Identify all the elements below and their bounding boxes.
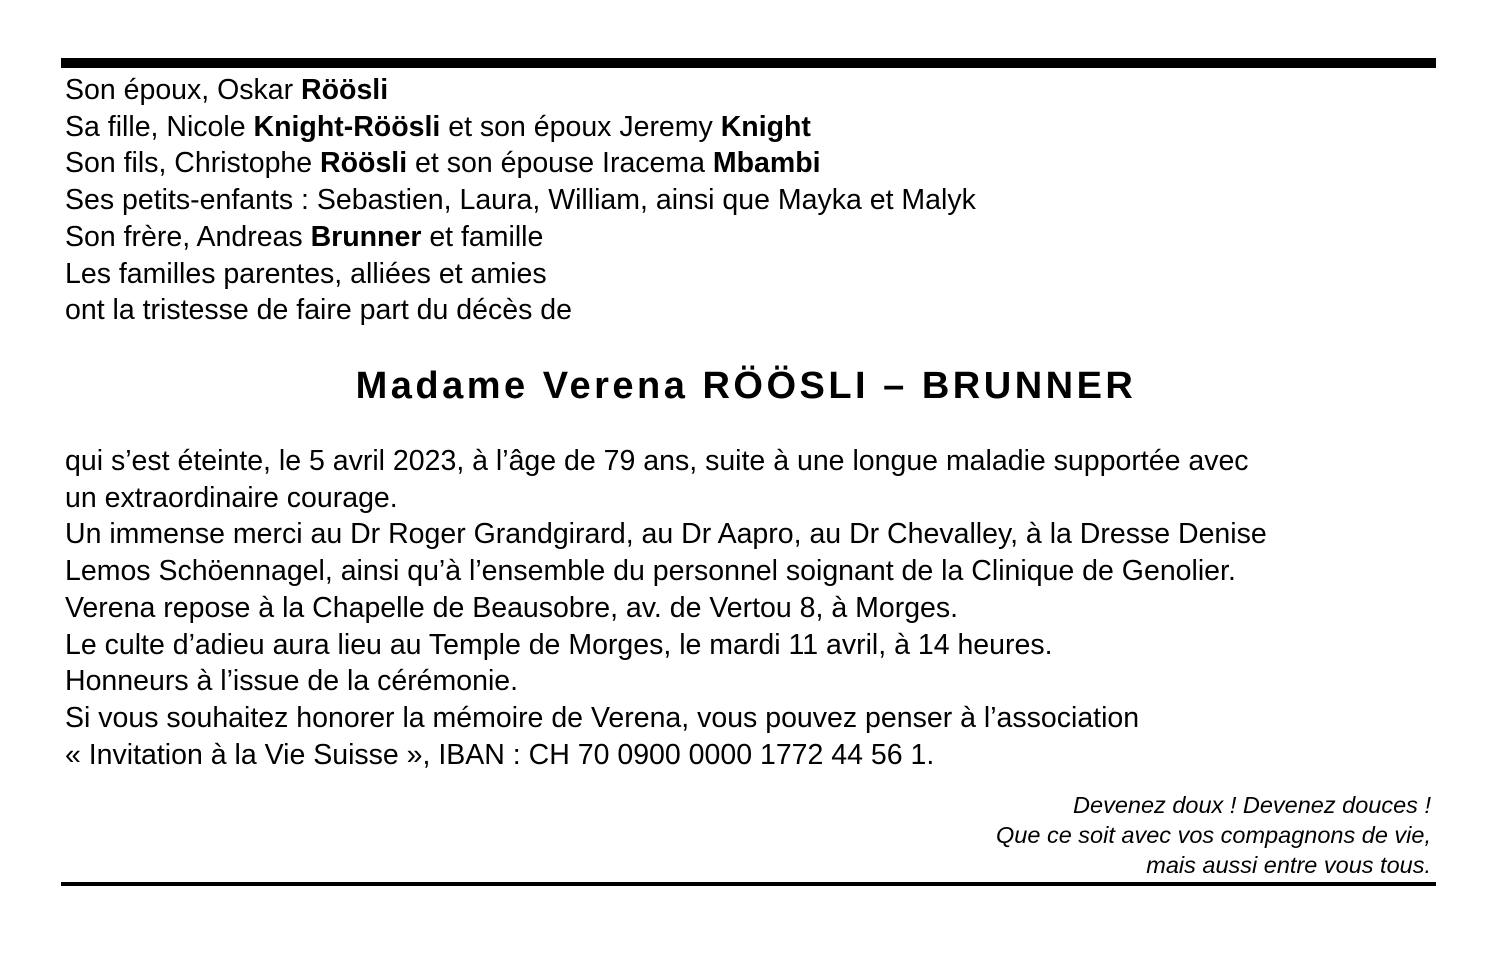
surname: Röösli — [320, 147, 408, 180]
surname: Mbambi — [712, 147, 821, 180]
body-line: un extraordinaire courage. — [65, 481, 398, 514]
body-line: Un immense merci au Dr Roger Grandgirard, au Dr Aapro, au Dr Chevalley, à la Dresse Denise — [65, 518, 1267, 551]
text-segment: Sa fille, Nicole — [65, 110, 254, 143]
text-segment: Son frère, Andreas — [65, 220, 311, 253]
obituary-body — [65, 443, 1445, 773]
family-line-grandchildren — [65, 182, 1435, 219]
text-segment: et son épouse Iracema — [407, 147, 713, 180]
deceased-name: Madame Verena RÖÖSLI – BRUNNER — [355, 365, 1137, 407]
family-line-daughter — [65, 109, 1435, 146]
motto-line: mais aussi entre vous tous. — [1146, 852, 1431, 878]
text-segment: et son époux Jeremy — [440, 110, 721, 143]
family-line-spouse — [65, 72, 1435, 109]
surname: Brunner — [310, 220, 422, 253]
surname: Knight-Röösli — [253, 110, 441, 143]
family-line-announcement — [65, 292, 1435, 329]
family-line-son — [65, 145, 1435, 182]
body-line: qui s’est éteinte, le 5 avril 2023, à l’âge de 79 ans, suite à une longue maladie supportée avec — [65, 445, 1249, 477]
text-segment: Son fils, Christophe — [65, 147, 321, 180]
top-rule — [61, 58, 1436, 68]
closing-motto — [996, 790, 1431, 880]
body-line: Si vous souhaitez honorer la mémoire de Verena, vous pouvez penser à l’association — [65, 701, 1140, 734]
text-segment: Ses petits-enfants : Sebastien, Laura, William, ainsi que Mayka et Malyk — [65, 184, 976, 217]
family-announcement — [65, 72, 1435, 329]
text-segment: Les familles parentes, alliées et amies — [65, 257, 547, 290]
family-line-brother — [65, 219, 1435, 256]
body-line: Verena repose à la Chapelle de Beausobre, av. de Vertou 8, à Morges. — [65, 591, 959, 624]
surname: Röösli — [301, 74, 389, 106]
text-segment: et famille — [421, 220, 544, 253]
text-segment: Son époux, Oskar — [65, 74, 302, 106]
body-line: Lemos Schöennagel, ainsi qu’à l’ensemble du personnel soignant de la Clinique de Genolier. — [65, 555, 1236, 588]
family-line-relatives — [65, 256, 1435, 293]
bottom-rule — [61, 882, 1436, 886]
body-line: Le culte d’adieu aura lieu au Temple de Morges, le mardi 11 avril, à 14 heures. — [65, 628, 1053, 661]
body-line: Honneurs à l’issue de la cérémonie. — [65, 665, 519, 698]
surname: Knight — [720, 110, 811, 143]
motto-line: Que ce soit avec vos compagnons de vie, — [996, 822, 1431, 848]
body-line: « Invitation à la Vie Suisse », IBAN : CH 70 0900 0000 1772 44 56 1. — [65, 738, 935, 771]
motto-line: Devenez doux ! Devenez douces ! — [1073, 792, 1431, 818]
text-segment: ont la tristesse de faire part du décès de — [65, 294, 572, 327]
